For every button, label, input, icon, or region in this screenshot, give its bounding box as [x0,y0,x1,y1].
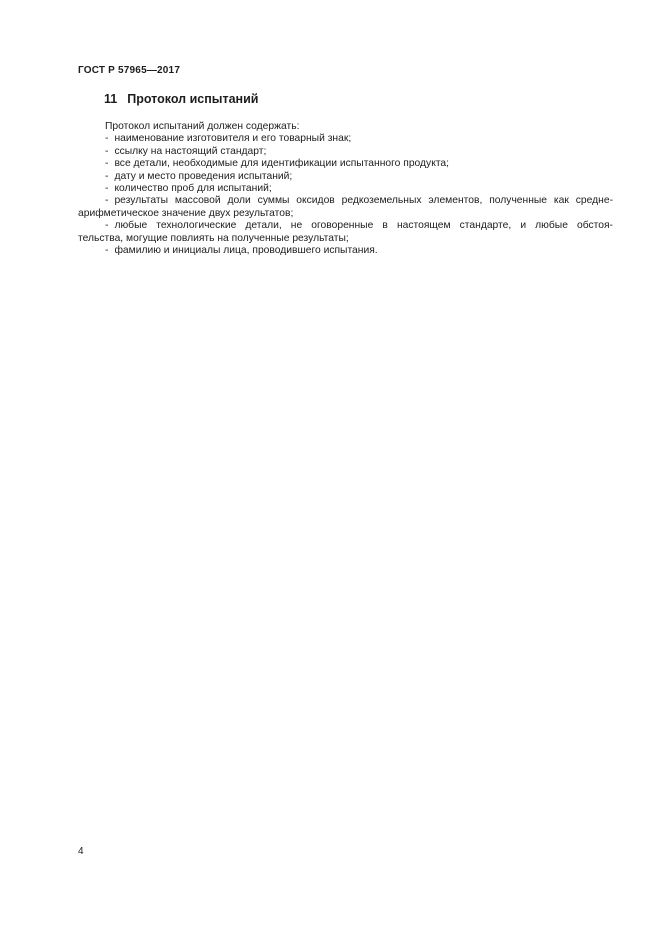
list-item [78,245,613,257]
list-item [78,195,613,220]
list-item [78,171,613,183]
section-heading [104,92,258,106]
list-marker: - [105,245,109,257]
list-marker: - [105,145,109,157]
list-marker: - [105,220,109,232]
list-marker: - [105,183,109,195]
list-marker: - [105,195,109,207]
list-marker: - [105,170,109,182]
list-item-text: наименование изготовителя и его товарный знак; [114,133,352,145]
list-marker: - [105,158,109,170]
list-item [78,158,613,170]
section-body [78,121,613,257]
list-marker: - [105,133,109,145]
section-title: Протокол испытаний [127,92,259,106]
list-item [78,133,613,145]
list-item-text: дату и место проведения испытаний; [114,170,293,182]
intro-paragraph: Протокол испытаний должен содержать: [105,121,300,132]
list-item-text: все детали, необходимые для идентификации испытанного продукта; [114,158,450,170]
list-item [78,220,613,245]
list-item-text: ссылку на настоящий стандарт; [114,145,267,157]
list-item-line [78,220,613,232]
list-item-line [78,195,613,207]
list-item-text: любые технологические детали, не оговоренные в настоящем стандарте, и любые обстоя- [114,220,613,232]
list-item-text: результаты массовой доли суммы оксидов редкоземельных элементов, полученные как средне- [114,195,613,207]
section-number: 11 [104,92,118,106]
list-item-text: количество проб для испытаний; [114,183,272,195]
list-item-line: арифметическое значение двух результатов; [78,207,294,219]
page-number: 4 [78,846,84,857]
list-item [78,146,613,158]
document-header: ГОСТ Р 57965—2017 [78,65,181,76]
list-item-line: тельства, могущие повлиять на полученные результаты; [78,232,349,244]
list-item-text: фамилию и инициалы лица, проводившего испытания. [114,245,378,257]
list-item [78,183,613,195]
